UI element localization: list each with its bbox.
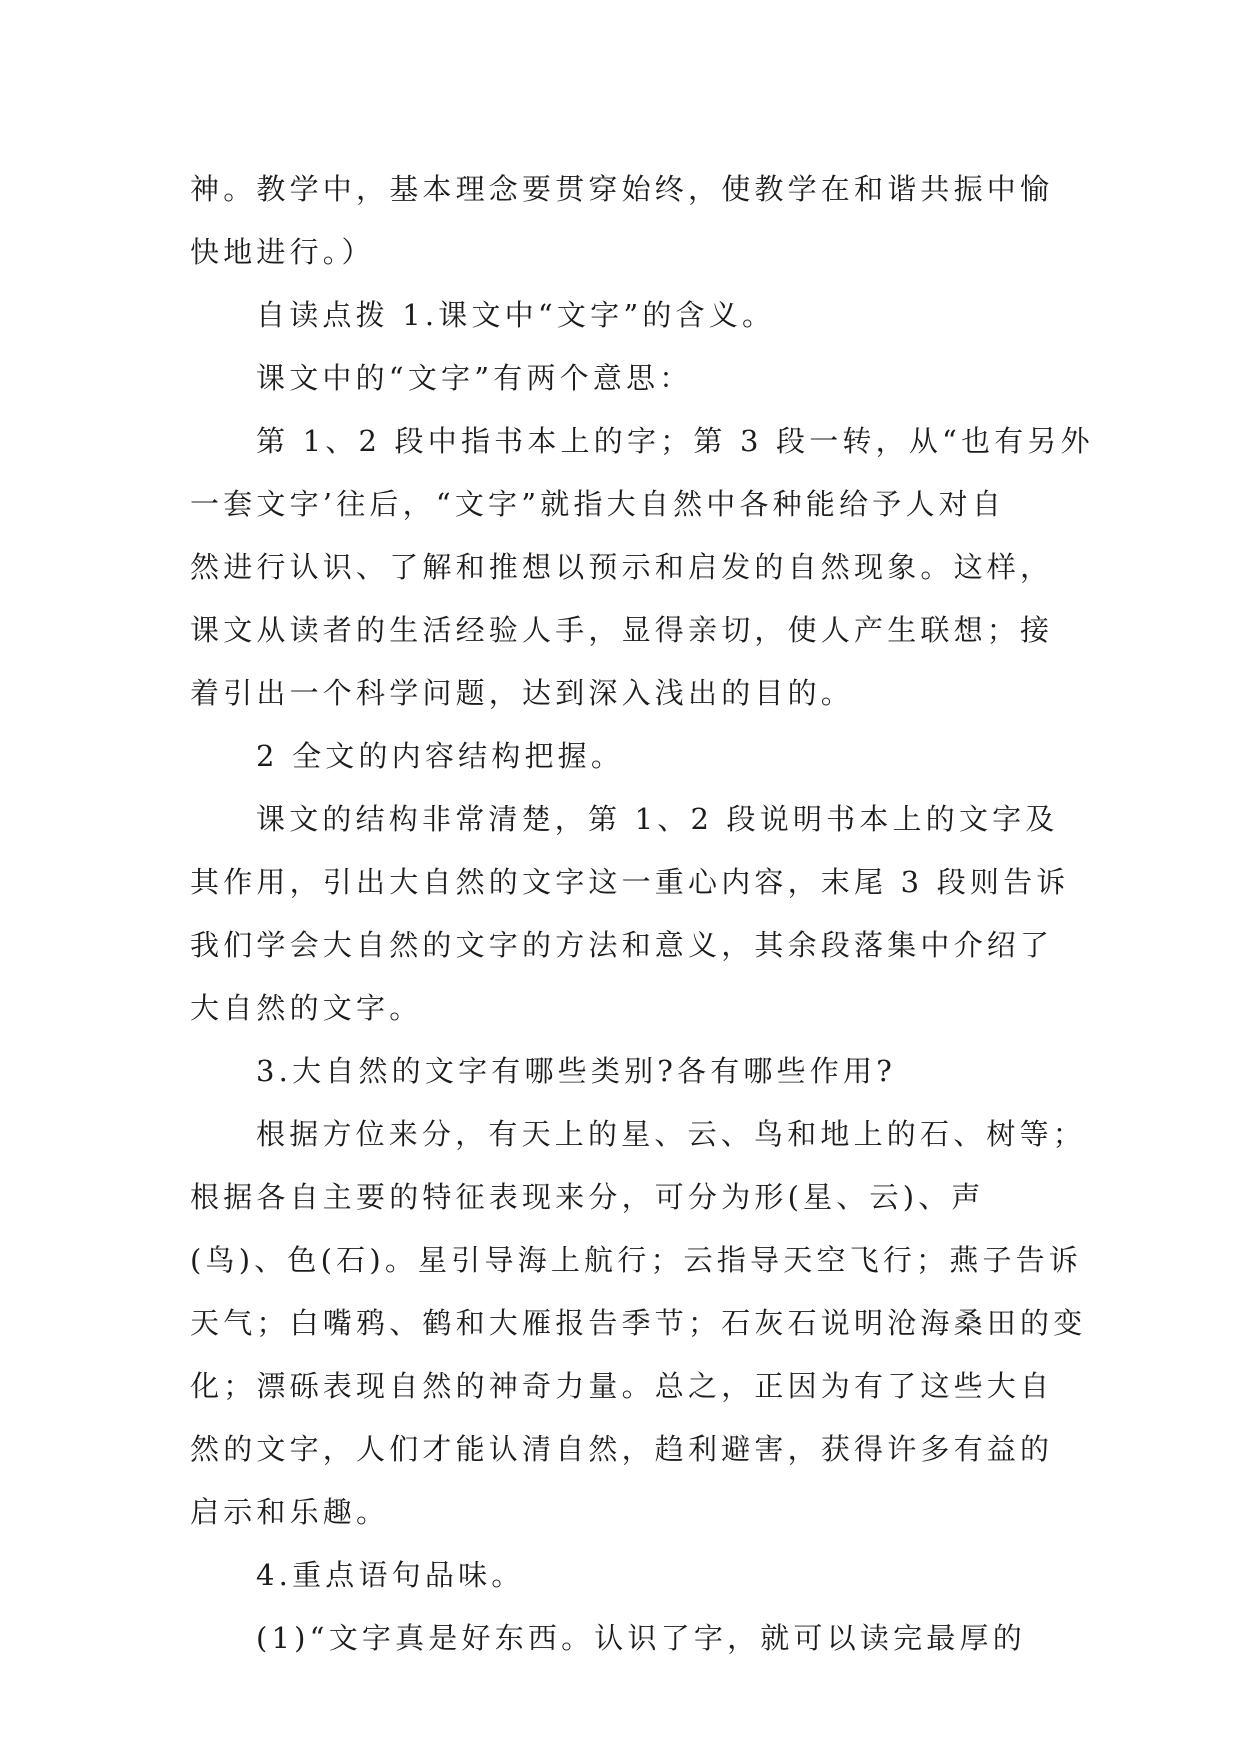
text-line: 然进行认识、了解和推想以预示和启发的自然现象。这样， — [190, 550, 1054, 584]
text-line: 第 1、2 段中指书本上的字；第 3 段一转，从“也有另外 — [256, 424, 1094, 458]
text-line: 化；漂砾表现自然的神奇力量。总之，正因为有了这些大自 — [190, 1369, 1054, 1403]
text-line: 根据各自主要的特征表现来分，可分为形(星、云)、声 — [190, 1180, 985, 1214]
text-line: 天气；白嘴鸦、鹤和大雁报告季节；石灰石说明沧海桑田的变 — [190, 1306, 1087, 1340]
text-line: 课文中的“文字”有两个意思： — [256, 361, 693, 395]
text-line: 根据方位来分，有天上的星、云、鸟和地上的石、树等； — [256, 1117, 1087, 1151]
text-line: 然的文字，人们才能认清自然，趋利避害，获得许多有益的 — [190, 1432, 1054, 1466]
text-line: 课文的结构非常清楚，第 1、2 段说明书本上的文字及 — [256, 802, 1059, 836]
text-line: 课文从读者的生活经验人手，显得亲切，使人产生联想；接 — [190, 613, 1054, 647]
text-line: 着引出一个科学问题，达到深入浅出的目的。 — [190, 676, 855, 710]
text-line: 4.重点语句品味。 — [256, 1558, 525, 1592]
text-line: 自读点拨 1.课文中“文字”的含义。 — [256, 298, 776, 332]
text-line: 一套文字’往后，“文字”就指大自然中各种能给予人对自 — [190, 487, 1006, 521]
text-line: (1)“文字真是好东西。认识了字，就可以读完最厚的 — [256, 1621, 1026, 1655]
text-line: 神。教学中，基本理念要贯穿始终，使教学在和谐共振中愉 — [190, 172, 1054, 206]
text-line: 我们学会大自然的文字的方法和意义，其余段落集中介绍了 — [190, 928, 1054, 962]
text-line: 其作用，引出大自然的文字这一重心内容，末尾 3 段则告诉 — [190, 865, 1070, 899]
text-line: (鸟)、色(石)。星引导海上航行；云指导天空飞行；燕子告诉 — [190, 1243, 1083, 1277]
document-body — [190, 158, 1094, 1670]
text-line: 快地进行。） — [190, 235, 375, 269]
text-line: 2 全文的内容结构把握。 — [256, 739, 625, 773]
text-line: 3.大自然的文字有哪些类别?各有哪些作用? — [256, 1054, 896, 1088]
text-line: 启示和乐趣。 — [190, 1495, 390, 1529]
text-line: 大自然的文字。 — [190, 991, 423, 1025]
